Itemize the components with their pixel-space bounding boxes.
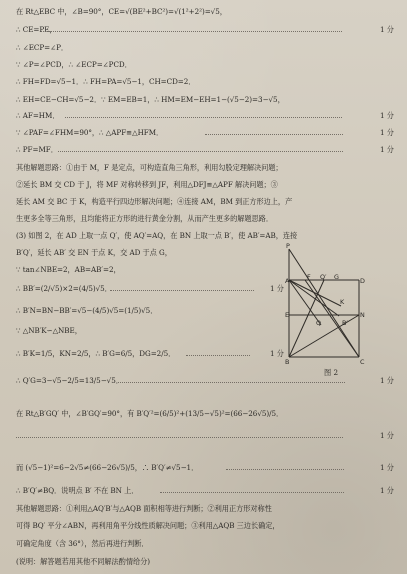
dotted-leader [186, 355, 250, 356]
dotted-leader [226, 469, 344, 470]
dotted-leader [160, 492, 344, 493]
solution-line-4: ∵ ∠P=∠PCD，∴ ∠ECP=∠PCD． [16, 60, 132, 69]
solution-line-10: 其他解题思路：①由于 M，F 是定点，可构造直角三角形，利用勾股定理解决问题； [16, 163, 283, 172]
figure-label-a: A [285, 277, 290, 285]
figure-label-b: B [285, 358, 290, 366]
solution-line-14: (3) 如图 2，在 AD 上取一点 Q′，使 AQ′=AQ，在 BN 上取一点 B′，使 AB′=AB，连接 [16, 231, 298, 240]
solution-line-15: B′Q′，延长 AB′ 交 EN 于点 K，交 AD 于点 G， [16, 248, 172, 257]
figure-label-n: N [360, 311, 365, 319]
score-label: 1 分 [379, 463, 394, 472]
figure-label-q: Q [316, 319, 322, 327]
solution-line-19: ∵ △NB′K∽△NBE， [16, 326, 82, 335]
solution-line-3: ∴ ∠ECP=∠P． [16, 43, 69, 52]
solution-line-28: (说明：解答题若用其他不同解法酌情给分) [16, 557, 150, 566]
segment-bn [289, 315, 359, 357]
solution-line-13: 生更多全等三角形，且均能将正方形的进行黄金分割，从而产生更多的解题思路． [16, 214, 273, 223]
solution-line-17: ∴ BB′=(2/√5)×2=(4/5)√5． [16, 284, 112, 293]
segment-fc [305, 280, 359, 357]
dotted-leader [205, 134, 343, 135]
solution-line-27: 可确定角度（含 36°），然后再进行判断． [16, 539, 149, 548]
score-label: 1 分 [379, 111, 394, 120]
solution-line-2: ∴ CE=PE， [16, 25, 57, 34]
solution-line-23: 而 (√5−1)²=6−2√5≠(66−26√5)/5，∴ B′Q′≠√5−1． [16, 463, 199, 472]
figure-label-b-prime: B′ [342, 319, 348, 327]
solution-line-24: ∴ B′Q′≠BQ．说明点 B′ 不在 BN 上． [16, 486, 139, 495]
geometry-figure [286, 244, 406, 369]
figure-label-k: K [340, 298, 345, 306]
figure-caption: 图 2 [324, 368, 339, 377]
solution-line-6: ∴ EH=CE−CH=√5−2．∵ EM=EB=1，∴ HM=EM−EH=1−(√5−2)=3−√5， [16, 95, 285, 104]
figure-label-d: D [360, 277, 365, 285]
score-label: 1 分 [269, 284, 284, 293]
score-label: 1 分 [379, 145, 394, 154]
dotted-leader [16, 437, 343, 438]
figure-label-g: G [334, 273, 339, 281]
dotted-leader [41, 31, 342, 32]
solution-line-21: ∴ Q′G=3−√5−2/5=13/5−√5． [16, 376, 123, 385]
segment-ak [289, 280, 339, 316]
solution-line-20: ∴ B′K=1/5，KN=2/5，∴ B′G=6/5，DG=2/5． [16, 349, 176, 358]
solution-line-9: ∴ PF=MF． [16, 145, 58, 154]
score-label: 1 分 [379, 25, 394, 34]
score-label: 1 分 [379, 376, 394, 385]
score-label: 1 分 [379, 486, 394, 495]
figure-svg [286, 244, 406, 369]
dotted-leader [118, 382, 345, 383]
score-label: 1 分 [269, 349, 284, 358]
figure-label-e: E [285, 311, 290, 319]
figure-label-p: P [286, 242, 290, 250]
solution-line-16: ∵ tan∠NBE=2，AB=AB′=2， [16, 265, 121, 274]
solution-line-26: 可得 BQ′ 平分∠ABN，再利用角平分线性质解决问题；③利用△AQB 三边长确定， [16, 521, 280, 530]
solution-line-11: ②延长 BM 交 CD 于 J，将 MF 对称转移到 JF，利用△DFJ≌△APF 解决问题；③ [16, 180, 278, 189]
solution-line-7: ∴ AF=HM． [16, 111, 60, 120]
solution-line-5: ∴ FH=FD=√5−1．∴ FH=PA=√5−1，CH=CD=2． [16, 77, 196, 86]
segment-pc [289, 249, 359, 357]
segment-ag [289, 280, 341, 306]
solution-line-1: 在 Rt△EBC 中，∠B=90°，CE=√(BE²+BC²)=√(1²+2²)=√5， [16, 7, 227, 16]
figure-label-c: C [360, 358, 365, 366]
figure-label-f: F [307, 273, 311, 281]
solution-line-12: 延长 AM 交 BC 于 K，构造平行四边形解决问题；④连接 AM，BM 到正方形边上，产 [16, 197, 293, 206]
solution-line-22: 在 Rt△B′GQ′ 中，∠B′GQ′=90°，有 B′Q′²=(6/5)²+(13/5−√5)²=(66−26√5)/5． [16, 409, 284, 418]
figure-label-q-prime: Q′ [320, 273, 327, 281]
dotted-leader [110, 290, 254, 291]
score-label: 1 分 [379, 128, 394, 137]
dotted-leader [58, 151, 343, 152]
solution-line-25: 其他解题思路：①利用△AQ′B′与△AQB 面积相等进行判断；②利用正方形对称性 [16, 504, 272, 513]
score-label: 1 分 [379, 431, 394, 440]
dotted-leader [65, 117, 342, 118]
solution-line-8: ∵ ∠PAF=∠FHM=90°，∴ △APF≌△HFM． [16, 128, 164, 137]
solution-line-18: ∴ B′N=BN−BB′=√5−(4/5)√5=(1/5)√5． [16, 306, 158, 315]
